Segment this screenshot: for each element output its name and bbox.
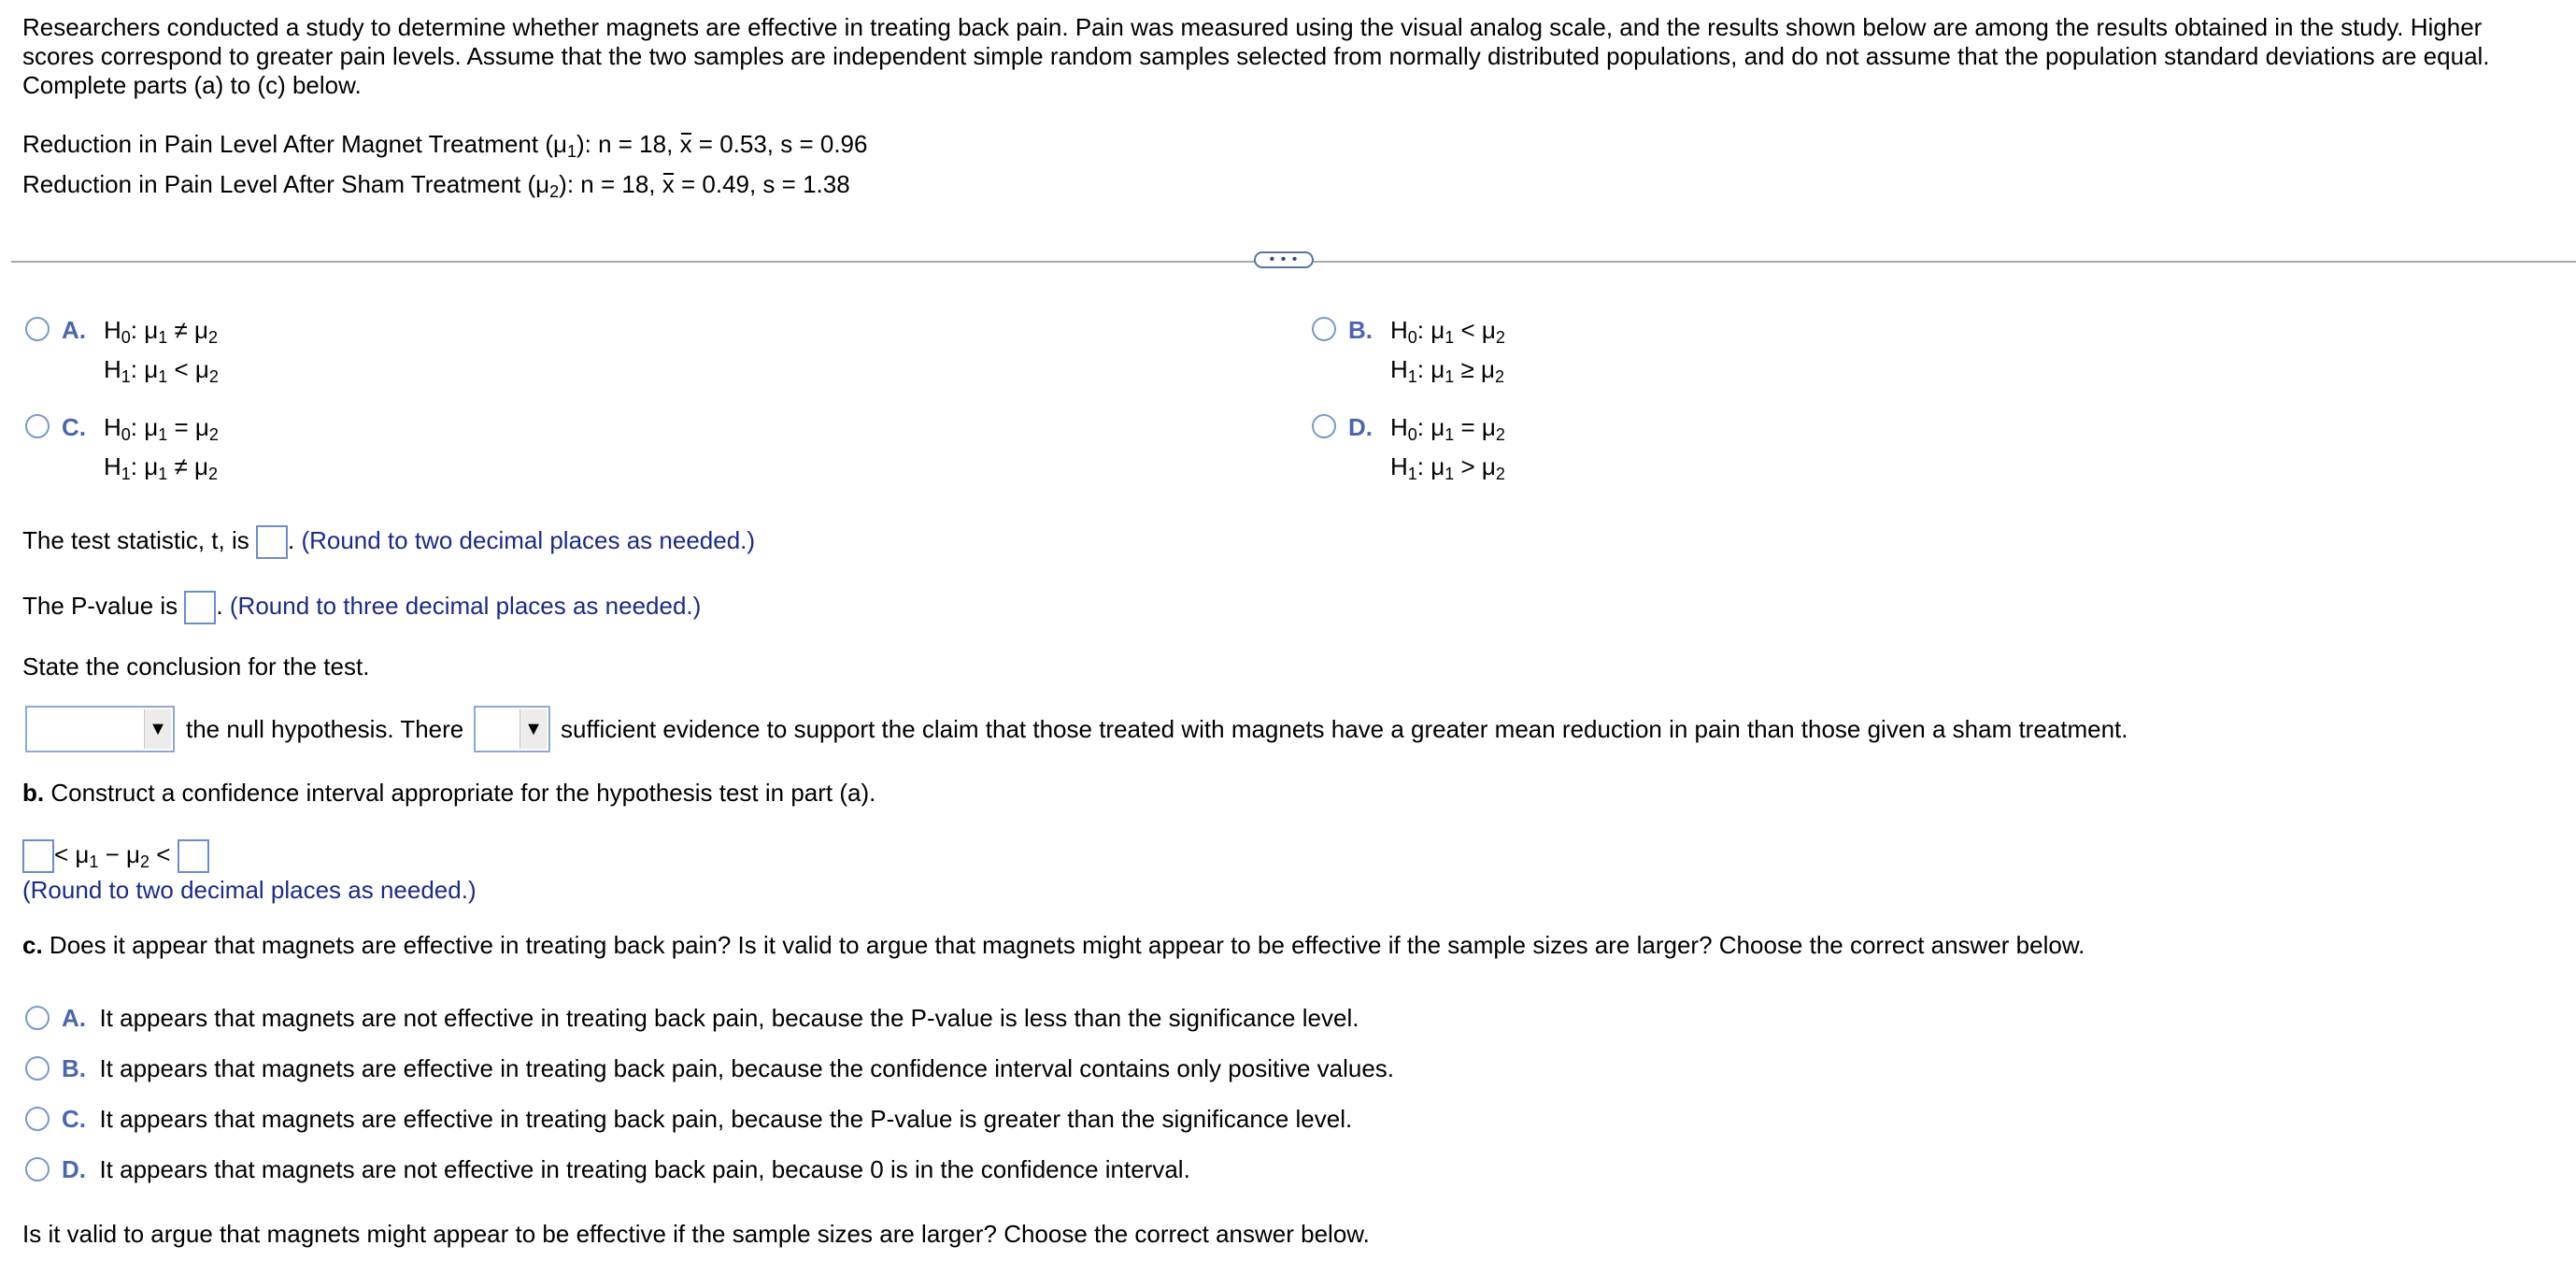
c-option-a-radio[interactable]	[25, 1006, 50, 1030]
hypothesis-option-a-h1[interactable]: $H_1$: $\mu_1 < \mu_2$	[104, 355, 219, 386]
sample-2-summary: Reduction in Pain Level After Sham Treatment $(\mu_2)$: n = 18, x = 0.49, s = 1.38	[22, 170, 850, 201]
hypothesis-option-b-radio[interactable]	[1312, 317, 1336, 341]
final-question: Is it valid to argue that magnets might appear to be effective if the sample sizes are larger? Choose the correct answer below.	[22, 1220, 1370, 1248]
hypothesis-option-d-h0[interactable]: $H_0$: $\mu_1 = \mu_2$	[1390, 413, 1505, 444]
confidence-interval-row: < $\mu_1 - \mu_2$ <	[22, 837, 209, 873]
dropdown-arrow-icon: ▼	[519, 709, 547, 749]
c-option-c[interactable]: C. It appears that magnets are effective in treating back pain, because the P-value is greater than the significance level.	[62, 1105, 1353, 1133]
ci-hint: (Round to two decimal places as needed.)	[22, 876, 477, 904]
c-option-b[interactable]: B. It appears that magnets are effective in treating back pain, because the confidence interval contains only positive values.	[62, 1054, 1395, 1082]
p-value-hint: (Round to three decimal places as needed.)	[229, 592, 702, 620]
part-b-prompt: b. Construct a confidence interval appropriate for the hypothesis test in part (a).	[22, 779, 876, 807]
hypothesis-option-b-h1[interactable]: $H_1$: $\mu_1 \ge \mu_2$	[1390, 355, 1504, 386]
p-value-line: The P-value is . (Round to three decimal places as needed.)	[22, 589, 701, 624]
hypothesis-option-a-letter: A.	[62, 316, 86, 344]
state-conclusion-prompt: State the conclusion for the test.	[22, 652, 370, 680]
hypothesis-option-b-letter: B.	[1348, 316, 1373, 344]
hypothesis-option-d-h1[interactable]: $H_1$: $\mu_1 > \mu_2$	[1390, 452, 1505, 483]
dropdown-arrow-icon: ▼	[144, 709, 171, 749]
hypothesis-option-a-radio[interactable]	[25, 317, 50, 341]
c-option-a[interactable]: A. It appears that magnets are not effective in treating back pain, because the P-value is less than the significance level.	[62, 1004, 1359, 1032]
ci-lower-input[interactable]	[22, 839, 54, 873]
hypothesis-option-b-h0[interactable]: $H_0$: $\mu_1 < \mu_2$	[1390, 316, 1505, 347]
ci-upper-input[interactable]	[178, 839, 209, 873]
hypothesis-option-c-letter: C.	[62, 413, 86, 441]
problem-intro: Researchers conducted a study to determine whether magnets are effective in treating back pain. Pain was measured using the visual analog scale, and the results shown below are among the results obtained in the study. Higher scores correspond to greater pain levels. Assume that the two samples are independent simple random samples selected from normally distributed populations, and do not assume that the population standard deviations are equal. Complete parts (a) to (c) below.	[22, 13, 2490, 99]
conclusion-text-2: sufficient evidence to support the claim that those treated with magnets have a greater mean reduction in pain than those given a sham treatment.	[561, 715, 2128, 743]
c-option-d-radio[interactable]	[25, 1157, 50, 1181]
hypothesis-option-c-radio[interactable]	[25, 414, 50, 438]
test-statistic-input[interactable]	[256, 525, 288, 559]
sample-1-summary: Reduction in Pain Level After Magnet Treatment $(\mu_1)$: n = 18, x = 0.53, s = 0.96	[22, 130, 868, 161]
test-statistic-hint: (Round to two decimal places as needed.)	[301, 526, 756, 554]
reject-decision-dropdown[interactable]	[25, 706, 175, 752]
p-value-input[interactable]	[184, 591, 216, 624]
test-statistic-line: The test statistic, t, is . (Round to two decimal places as needed.)	[22, 523, 755, 559]
expand-more-button[interactable]: • • •	[1254, 251, 1314, 268]
c-option-b-radio[interactable]	[25, 1056, 50, 1081]
hypothesis-option-c-h0[interactable]: $H_0$: $\mu_1 = \mu_2$	[104, 413, 219, 444]
c-option-c-radio[interactable]	[25, 1107, 50, 1131]
conclusion-text-1: the null hypothesis. There	[186, 715, 464, 743]
hypothesis-option-a-h0[interactable]: $H_0$: $\mu_1 \ne \mu_2$	[104, 316, 218, 347]
hypothesis-option-d-radio[interactable]	[1312, 414, 1336, 438]
hypothesis-option-c-h1[interactable]: $H_1$: $\mu_1 \ne \mu_2$	[104, 452, 218, 483]
c-option-d[interactable]: D. It appears that magnets are not effective in treating back pain, because 0 is in the confidence interval.	[62, 1155, 1190, 1183]
hypothesis-option-d-letter: D.	[1348, 413, 1373, 441]
evidence-dropdown[interactable]	[474, 706, 550, 752]
part-c-prompt: c. Does it appear that magnets are effective in treating back pain? Is it valid to argue that magnets might appear to be effective if the sample sizes are larger? Choose the correct answer below.	[22, 931, 2085, 959]
